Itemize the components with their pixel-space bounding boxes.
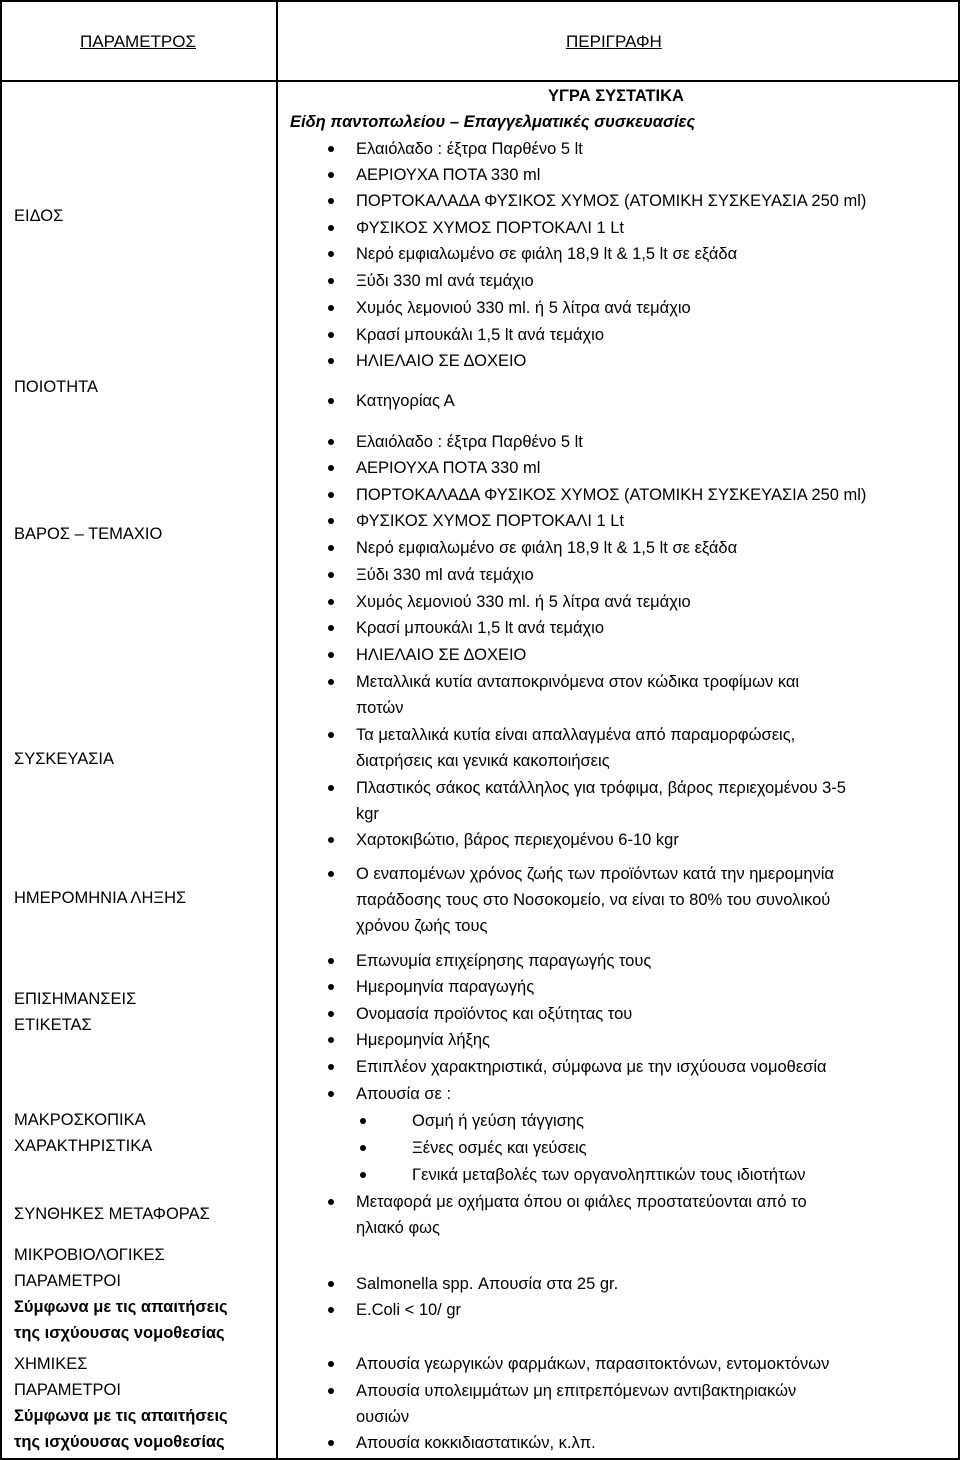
bullet [328,1037,334,1043]
bullet [328,1361,334,1367]
weight-item: ΦΥΣΙΚΟΣ ΧΥΜΟΣ ΠΟΡΤΟΚΑΛΙ 1 Lt [356,512,625,530]
bullet [328,625,334,631]
absence-item: Ξένες οσμές και γεύσεις [412,1139,587,1157]
bullet [328,146,334,152]
column-divider [276,0,278,1460]
param-mikro-4: της ισχύουσας νομοθεσίας [14,1324,225,1342]
param-varos: ΒΑΡΟΣ – ΤΕΜΑΧΙΟ [14,525,163,543]
section-subtitle: Είδη παντοπωλείου – Επαγγελματικές συσκευασίες [290,113,696,131]
bullet [328,652,334,658]
param-episimanseis-2: ΕΤΙΚΕΤΑΣ [14,1016,92,1034]
product-item: ΗΛΙΕΛΑΙΟ ΣΕ ΔΟΧΕΙΟ [356,352,527,370]
bullet [328,1307,334,1313]
transport-line: ηλιακό φως [356,1219,440,1237]
table-border-top [0,0,960,2]
param-ximikes-3: Σύμφωνα με τις απαιτήσεις [14,1407,228,1425]
bullet [328,785,334,791]
label-item: Επιπλέον χαρακτηριστικά, σύμφωνα με την ισχύουσα νομοθεσία [356,1058,827,1076]
bullet [328,1281,334,1287]
weight-item: Χυμός λεμονιού 330 ml. ή 5 λίτρα ανά τεμάχιο [356,593,691,611]
bullet [328,518,334,524]
label-item: Ημερομηνία λήξης [356,1031,491,1049]
bullet [328,251,334,257]
bullet [328,198,334,204]
expiry-line: παράδοσης τους στο Νοσοκομείο, να είναι το 80% του συνολικού [356,891,831,909]
chem-item-line: ουσιών [356,1408,410,1426]
label-item: Ονομασία προϊόντος και οξύτητας του [356,1005,633,1023]
bullet [328,465,334,471]
bullet [328,958,334,964]
bullet [328,545,334,551]
absence-item: Οσμή ή γεύση τάγγισης [412,1112,584,1130]
header-divider [0,80,960,82]
param-poiotita: ΠΟΙΟΤΗΤΑ [14,378,99,396]
param-mikro-2: ΠΑΡΑΜΕΤΡΟΙ [14,1272,121,1290]
bullet [328,1440,334,1446]
expiry-line: Ο εναπομένων χρόνος ζωής των προϊόντων κατά την ημερομηνία [356,865,834,883]
param-makroskopika-1: ΜΑΚΡΟΣΚΟΠΙΚΑ [14,1111,146,1129]
bullet [328,1011,334,1017]
packaging-item-line: kgr [356,805,379,823]
bullet [328,439,334,445]
micro-item: E.Coli < 10/ gr [356,1301,462,1319]
bullet [328,1064,334,1070]
param-makroskopika-2: ΧΑΡΑΚΤΗΡΙΣΤΙΚΑ [14,1137,153,1155]
chem-item-line: Απουσία κοκκιδιαστατικών, κ.λπ. [356,1434,596,1452]
bullet [328,278,334,284]
weight-item: Κρασί μπουκάλι 1,5 lt ανά τεμάχιο [356,619,604,637]
param-ximikes-4: της ισχύουσας νομοθεσίας [14,1433,225,1451]
param-episimanseis-1: ΕΠΙΣΗΜΑΝΣΕΙΣ [14,990,137,1008]
bullet [360,1118,366,1124]
weight-item: ΗΛΙΕΛΑΙΟ ΣΕ ΔΟΧΕΙΟ [356,646,527,664]
param-mikro-3: Σύμφωνα με τις απαιτήσεις [14,1298,228,1316]
bullet [328,871,334,877]
micro-item: Salmonella spp. Απουσία στα 25 gr. [356,1275,619,1293]
header-description: ΠΕΡΙΓΡΑΦΗ [566,32,662,51]
bullet [328,1199,334,1205]
param-imerominia: ΗΜΕΡΟΜΗΝΙΑ ΛΗΞΗΣ [14,889,187,907]
expiry-line: χρόνου ζωής τους [356,917,488,935]
packaging-item-line: Πλαστικός σάκος κατάλληλος για τρόφιμα, βάρος περιεχομένου 3-5 [356,779,846,797]
absence-title: Απουσία σε : [356,1085,452,1103]
chem-item-line: Απουσία γεωργικών φαρμάκων, παρασιτοκτόνων, εντομοκτόνων [356,1355,830,1373]
header-parameter: ΠΑΡΑΜΕΤΡΟΣ [80,32,196,51]
param-ximikes-1: ΧΗΜΙΚΕΣ [14,1355,88,1373]
bullet [328,492,334,498]
weight-item: Νερό εμφιαλωμένο σε φιάλη 18,9 lt & 1,5 lt σε εξάδα [356,539,738,557]
bullet [328,837,334,843]
product-item: Ξύδι 330 ml ανά τεμάχιο [356,272,534,290]
section-title: ΥΓΡΑ ΣΥΣΤΑΤΙΚΑ [548,87,684,105]
bullet [328,599,334,605]
weight-item: Ελαιόλαδο : έξτρα Παρθένο 5 lt [356,433,583,451]
bullet [328,305,334,311]
chem-item-line: Απουσία υπολειμμάτων μη επιτρεπόμενων αντιβακτηριακών [356,1382,797,1400]
bullet [328,332,334,338]
param-syskevasia: ΣΥΣΚΕΥΑΣΙΑ [14,750,114,768]
weight-item: ΑΕΡΙΟΥΧΑ ΠΟΤΑ 330 ml [356,459,541,477]
bullet [328,172,334,178]
packaging-item-line: Τα μεταλλικά κυτία είναι απαλλαγμένα από παραμορφώσεις, [356,726,796,744]
product-item: Ελαιόλαδο : έξτρα Παρθένο 5 lt [356,140,583,158]
packaging-item-line: διατρήσεις και γενικά κακοποιήσεις [356,752,610,770]
bullet [328,732,334,738]
bullet [328,1388,334,1394]
packaging-item-line: Χαρτοκιβώτιο, βάρος περιεχομένου 6-10 kgr [356,831,679,849]
product-item: ΦΥΣΙΚΟΣ ΧΥΜΟΣ ΠΟΡΤΟΚΑΛΙ 1 Lt [356,219,625,237]
bullet [328,572,334,578]
param-mikro-1: ΜΙΚΡΟΒΙΟΛΟΓΙΚΕΣ [14,1246,165,1264]
product-item: Χυμός λεμονιού 330 ml. ή 5 λίτρα ανά τεμάχιο [356,299,691,317]
table-border-left [0,0,2,1460]
transport-line: Μεταφορά με οχήματα όπου οι φιάλες προστατεύονται από το [356,1193,807,1211]
product-item: Νερό εμφιαλωμένο σε φιάλη 18,9 lt & 1,5 lt σε εξάδα [356,245,738,263]
param-eidos: ΕΙΔΟΣ [14,207,64,225]
bullet [360,1172,366,1178]
param-ximikes-2: ΠΑΡΑΜΕΤΡΟΙ [14,1381,121,1399]
bullet [328,358,334,364]
label-item: Ημερομηνία παραγωγής [356,978,535,996]
product-item: ΑΕΡΙΟΥΧΑ ΠΟΤΑ 330 ml [356,166,541,184]
packaging-item-line: Μεταλλικά κυτία ανταποκρινόμενα στον κώδικα τροφίμων και [356,673,800,691]
label-item: Επωνυμία επιχείρησης παραγωγής τους [356,952,652,970]
bullet [328,679,334,685]
bullet [328,225,334,231]
table-border-right [958,0,960,1460]
param-synthikes: ΣΥΝΘΗΚΕΣ ΜΕΤΑΦΟΡΑΣ [14,1205,210,1223]
bullet [328,398,334,404]
product-item: Κρασί μπουκάλι 1,5 lt ανά τεμάχιο [356,326,604,344]
weight-item: Ξύδι 330 ml ανά τεμάχιο [356,566,534,584]
product-item: ΠΟΡΤΟΚΑΛΑΔΑ ΦΥΣΙΚΟΣ ΧΥΜΟΣ (ΑΤΟΜΙΚΗ ΣΥΣΚΕΥΑΣΙΑ 250 ml) [356,192,867,210]
quality-category: Κατηγορίας Α [356,392,455,410]
packaging-item-line: ποτών [356,699,404,717]
weight-item: ΠΟΡΤΟΚΑΛΑΔΑ ΦΥΣΙΚΟΣ ΧΥΜΟΣ (ΑΤΟΜΙΚΗ ΣΥΣΚΕΥΑΣΙΑ 250 ml) [356,486,867,504]
table-border-bottom [0,1458,960,1460]
bullet [328,984,334,990]
absence-item: Γενικά μεταβολές των οργανοληπτικών τους ιδιοτήτων [412,1166,806,1184]
bullet [328,1091,334,1097]
bullet [360,1145,366,1151]
